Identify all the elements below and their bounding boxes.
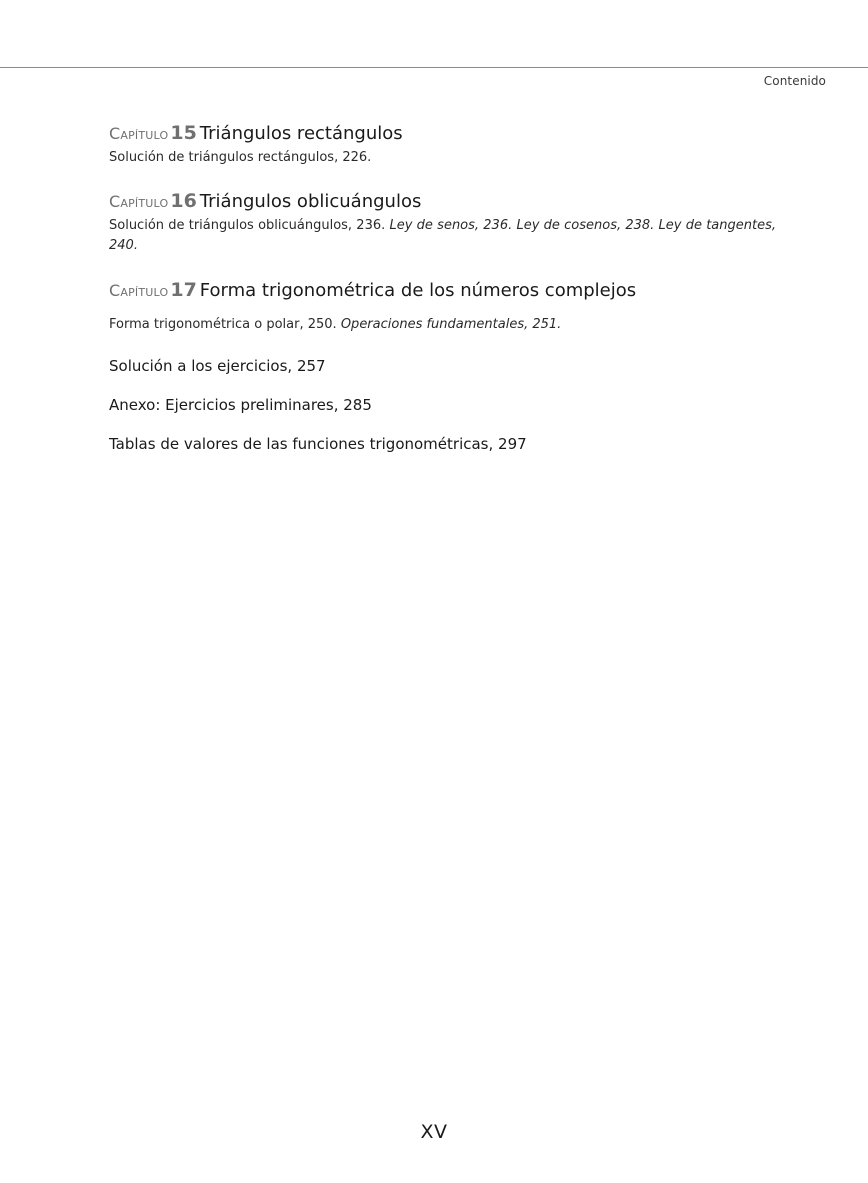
toc-entry-solutions: Solución a los ejercicios, 257	[109, 357, 326, 375]
chapter-heading	[109, 188, 776, 215]
chapter-number: 15	[170, 122, 197, 144]
chapter-contents-text: Solución de triángulos rectángulos, 226.	[109, 150, 372, 165]
chapter-contents-text: Solución de triángulos oblicuángulos, 236.	[109, 218, 390, 233]
header-rule	[0, 67, 868, 68]
chapter-title: Triángulos oblicuángulos	[199, 191, 422, 212]
chapter-title: Forma trigonométrica de los números complejos	[199, 280, 637, 301]
toc-chapter-17	[109, 277, 776, 335]
chapter-contents-italic: Operaciones fundamentales, 251.	[340, 317, 562, 332]
page-number: XV	[420, 1121, 448, 1143]
chapter-heading	[109, 120, 776, 147]
chapter-label: Capítulo	[109, 281, 169, 300]
toc-entry-appendix: Anexo: Ejercicios preliminares, 285	[109, 396, 372, 414]
chapter-label: Capítulo	[109, 124, 169, 143]
toc-chapter-16	[109, 188, 776, 256]
chapter-contents	[109, 148, 776, 168]
chapter-number: 17	[170, 279, 197, 301]
chapter-contents	[109, 216, 776, 256]
running-head: Contenido	[763, 74, 826, 88]
chapter-title: Triángulos rectángulos	[199, 123, 403, 144]
chapter-heading	[109, 277, 776, 304]
toc-entry-tables: Tablas de valores de las funciones trigonométricas, 297	[109, 435, 527, 453]
chapter-number: 16	[170, 190, 197, 212]
chapter-label: Capítulo	[109, 192, 169, 211]
chapter-contents-italic: Ley de senos, 236. Ley de cosenos, 238. Ley de tangentes, 240.	[109, 218, 776, 253]
chapter-contents	[109, 315, 776, 335]
chapter-contents-text: Forma trigonométrica o polar, 250.	[109, 317, 341, 332]
toc-chapter-15	[109, 120, 776, 168]
